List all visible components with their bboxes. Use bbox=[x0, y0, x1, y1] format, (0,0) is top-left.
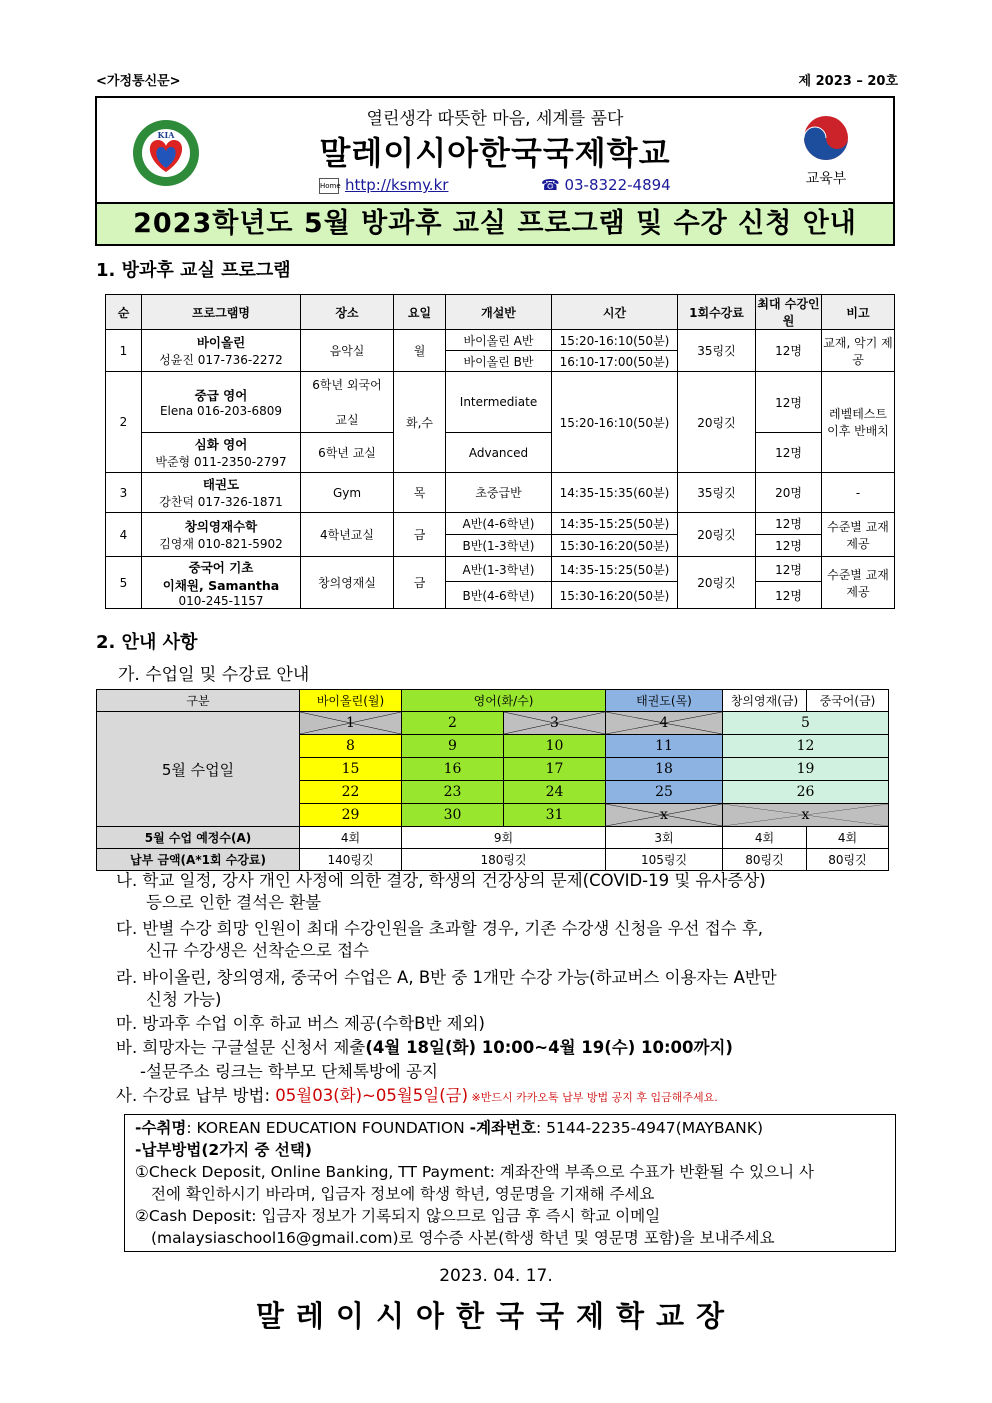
day-cell: 2 bbox=[402, 712, 504, 735]
method-line: 전에 확인하시기 바라며, 입금자 정보에 학생 학년, 영문명을 기재해 주세요 bbox=[151, 1185, 655, 1203]
notice-text: 사. 수강료 납부 방법: bbox=[116, 1086, 276, 1105]
time-cell: 15:30-16:20(50분) bbox=[552, 582, 678, 609]
col-header: 구분 bbox=[97, 690, 300, 712]
max-cell: 12명 bbox=[756, 535, 822, 557]
program-cell bbox=[142, 372, 301, 433]
day-cell: 23 bbox=[402, 781, 504, 804]
place-cell bbox=[301, 372, 394, 433]
program-name: 창의영재수학 bbox=[184, 519, 258, 534]
program-cell bbox=[142, 557, 301, 609]
table-row bbox=[106, 557, 895, 582]
program-name: 바이올린 bbox=[196, 335, 246, 350]
day-number: 1 bbox=[346, 715, 355, 731]
fee-cell: 35링깃 bbox=[678, 330, 756, 372]
place-line: 6학년 외국어 bbox=[312, 378, 382, 392]
school-name: 말레이시아한국국제학교 bbox=[319, 134, 671, 172]
school-motto: 열린생각 따뜻한 마음, 세계를 품다 bbox=[366, 109, 624, 129]
day-cell: 15 bbox=[300, 758, 402, 781]
notice-line: 신청 가능) bbox=[146, 990, 222, 1009]
notice-line: 나. 학교 일정, 강사 개인 사정에 의한 결강, 학생의 건강상의 문제(COVID-19 및 유사증상) bbox=[116, 871, 766, 890]
col-header: 창의영재(금) bbox=[723, 690, 807, 712]
method-line: (malaysiaschool16@gmail.com)로 영수증 사본(학생 학년 및 영문명 포함)을 보내주세요 bbox=[151, 1229, 775, 1247]
teacher-contact: 성윤진 017-736-2272 bbox=[159, 353, 283, 367]
day-cell: 31 bbox=[504, 804, 606, 827]
table-row bbox=[106, 433, 895, 473]
svg-text:KIA: KIA bbox=[157, 130, 175, 140]
payment-cell: 80링깃 bbox=[723, 849, 807, 871]
col-header: 태권도(목) bbox=[606, 690, 723, 712]
place-cell: 4학년교실 bbox=[301, 513, 394, 557]
notice-line: 라. 바이올린, 창의영재, 중국어 수업은 A, B반 중 1개만 수강 가능(하교버스 이용자는 A반만 bbox=[116, 968, 777, 987]
col-header: 프로그램명 bbox=[142, 295, 301, 330]
col-header: 순 bbox=[106, 295, 142, 330]
program-name: 중국어 기초 bbox=[188, 559, 254, 575]
payment-row bbox=[97, 849, 889, 871]
max-cell: 12명 bbox=[756, 433, 822, 473]
fee-cell: 35링깃 bbox=[678, 473, 756, 513]
account-label: -계좌번호 bbox=[469, 1119, 536, 1137]
day-cell: 18 bbox=[606, 758, 723, 781]
program-cell bbox=[142, 433, 301, 473]
day-cell: 월 bbox=[394, 330, 446, 372]
day-number: 3 bbox=[550, 715, 559, 731]
crossed-day-cell bbox=[606, 712, 723, 735]
crossed-day-cell bbox=[504, 712, 606, 735]
week-row bbox=[97, 712, 889, 735]
program-cell bbox=[142, 330, 301, 372]
class-cell: B반(1-3학년) bbox=[446, 535, 552, 557]
payment-cell: 180링깃 bbox=[402, 849, 606, 871]
max-cell: 12명 bbox=[756, 513, 822, 535]
table-row bbox=[106, 372, 895, 433]
day-number: x bbox=[660, 807, 668, 823]
school-phone: ☎ 03-8322-4894 bbox=[541, 176, 671, 194]
program-table bbox=[105, 294, 895, 609]
subsection-ga: 가. 수업일 및 수강료 안내 bbox=[118, 665, 310, 685]
note-cell: 수준별 교재제공 bbox=[822, 557, 895, 609]
count-cell: 4회 bbox=[300, 827, 402, 849]
notice-text: 바. 희망자는 구글설문 신청서 제출 bbox=[116, 1038, 366, 1057]
col-header: 장소 bbox=[301, 295, 394, 330]
max-cell: 12명 bbox=[756, 372, 822, 433]
time-cell: 15:30-16:20(50분) bbox=[552, 535, 678, 557]
class-cell: A반(4-6학년) bbox=[446, 513, 552, 535]
time-cell: 14:35-15:35(60분) bbox=[552, 473, 678, 513]
col-header: 요일 bbox=[394, 295, 446, 330]
time-cell: 16:10-17:00(50분) bbox=[552, 351, 678, 372]
class-cell: 바이올린 A반 bbox=[446, 330, 552, 351]
taegeuk-icon bbox=[791, 110, 861, 166]
crossed-day-cell bbox=[606, 804, 723, 827]
notice-item-ma: 마. 방과후 수업 이후 하교 버스 제공(수학B반 제외) bbox=[116, 1014, 485, 1033]
school-url-link[interactable]: http://ksmy.kr bbox=[345, 176, 449, 194]
col-header: 중국어(금) bbox=[807, 690, 889, 712]
day-cell: 29 bbox=[300, 804, 402, 827]
day-cell: 화,수 bbox=[394, 372, 446, 473]
row-number: 3 bbox=[106, 473, 142, 513]
fee-cell: 20링깃 bbox=[678, 557, 756, 609]
count-cell: 9회 bbox=[402, 827, 606, 849]
method-line: ①Check Deposit, Online Banking, TT Payment: 계좌잔액 부족으로 수표가 반환될 수 있으니 사 bbox=[135, 1163, 814, 1181]
deadline-text: (4월 18일(화) 10:00~4월 19(수) 10:00까지) bbox=[365, 1038, 733, 1057]
table-row bbox=[106, 330, 895, 351]
note-cell: 레벨테스트 이후 반배치 bbox=[822, 372, 895, 473]
teacher-contact: 김영재 010-821-5902 bbox=[159, 537, 283, 551]
teacher-contact: 박준형 011-2350-2797 bbox=[155, 455, 287, 469]
class-cell: Advanced bbox=[446, 433, 552, 473]
payee-value: : KOREAN EDUCATION FOUNDATION bbox=[186, 1119, 470, 1137]
day-cell: 16 bbox=[402, 758, 504, 781]
account-line bbox=[135, 1117, 885, 1139]
document-title: 2023학년도 5월 방과후 교실 프로그램 및 수강 신청 안내 bbox=[97, 204, 893, 244]
table-row bbox=[106, 473, 895, 513]
col-header: 최대 수강인원 bbox=[756, 295, 822, 330]
day-cell: 30 bbox=[402, 804, 504, 827]
count-cell: 4회 bbox=[807, 827, 889, 849]
payment-label: 납부 금액(A*1회 수강료) bbox=[97, 849, 300, 871]
max-cell: 20명 bbox=[756, 473, 822, 513]
payment-info-box bbox=[124, 1114, 896, 1252]
day-cell: 17 bbox=[504, 758, 606, 781]
issue-date: 2023. 04. 17. bbox=[439, 1266, 553, 1286]
crossed-day-cell bbox=[723, 804, 889, 827]
note-cell: - bbox=[822, 473, 895, 513]
place-cell: 6학년 교실 bbox=[301, 433, 394, 473]
account-value: : 5144-2235-4947(MAYBANK) bbox=[535, 1119, 763, 1137]
count-row bbox=[97, 827, 889, 849]
count-cell: 3회 bbox=[606, 827, 723, 849]
payment-cell: 140링깃 bbox=[300, 849, 402, 871]
notice-item-ba bbox=[116, 1037, 733, 1059]
notice-item-na bbox=[116, 870, 766, 914]
col-header: 바이올린(월) bbox=[300, 690, 402, 712]
home-icon: Home bbox=[319, 178, 339, 194]
place-cell: Gym bbox=[301, 473, 394, 513]
program-cell bbox=[142, 473, 301, 513]
day-number: 4 bbox=[659, 715, 669, 731]
method-title: -납부방법(2가지 중 선택) bbox=[135, 1141, 312, 1159]
day-number: x bbox=[801, 807, 810, 823]
notice-item-ra bbox=[116, 967, 777, 1011]
ministry-logo bbox=[791, 110, 861, 190]
method-line: ②Cash Deposit: 입금자 정보가 기록되지 않으므로 입금 후 즉시 학교 이메일 bbox=[135, 1207, 661, 1225]
ministry-name: 교육부 bbox=[805, 171, 847, 187]
payment-cell: 80링깃 bbox=[807, 849, 889, 871]
teacher-phone: 010-245-1157 bbox=[178, 593, 264, 608]
day-cell: 8 bbox=[300, 735, 402, 758]
fee-cell: 20링깃 bbox=[678, 513, 756, 557]
row-number: 4 bbox=[106, 513, 142, 557]
place-cell: 음악실 bbox=[301, 330, 394, 372]
day-cell: 10 bbox=[504, 735, 606, 758]
doc-number: 제 2023 – 20호 bbox=[798, 74, 898, 89]
principal-signature: 말레이시아한국국제학교장 bbox=[255, 1299, 737, 1333]
day-cell: 24 bbox=[504, 781, 606, 804]
note-cell: 교재, 악기 제공 bbox=[822, 330, 895, 372]
day-cell: 25 bbox=[606, 781, 723, 804]
crossed-day-cell bbox=[300, 712, 402, 735]
section-1-title: 1. 방과후 교실 프로그램 bbox=[96, 260, 291, 281]
table-row bbox=[106, 513, 895, 535]
section-2-title: 2. 안내 사항 bbox=[96, 632, 198, 653]
fee-cell: 20링깃 bbox=[678, 372, 756, 473]
day-cell: 12 bbox=[723, 735, 889, 758]
day-cell: 26 bbox=[723, 781, 889, 804]
teacher-name: 이채원, Samantha bbox=[162, 577, 280, 593]
schedule-header-row bbox=[97, 690, 889, 712]
class-cell: A반(1-3학년) bbox=[446, 557, 552, 582]
col-header: 비고 bbox=[822, 295, 895, 330]
payment-cell: 105링깃 bbox=[606, 849, 723, 871]
payment-warning: ※반드시 카카오톡 납부 방법 공지 후 입금해주세요. bbox=[468, 1091, 718, 1104]
time-cell: 14:35-15:25(50분) bbox=[552, 513, 678, 535]
notice-line: 등으로 인한 결석은 환불 bbox=[146, 893, 322, 912]
program-name: 심화 영어 bbox=[194, 437, 248, 452]
time-cell: 15:20-16:10(50분) bbox=[552, 330, 678, 351]
program-name: 중급 영어 bbox=[194, 388, 248, 403]
max-cell: 12명 bbox=[756, 330, 822, 372]
teacher-contact: Elena 016-203-6809 bbox=[159, 404, 283, 418]
class-cell: 바이올린 B반 bbox=[446, 351, 552, 372]
time-cell: 15:20-16:10(50분) bbox=[552, 372, 678, 473]
day-cell: 9 bbox=[402, 735, 504, 758]
time-cell: 14:35-15:25(50분) bbox=[552, 557, 678, 582]
place-line: 교실 bbox=[335, 413, 359, 427]
payee-label: -수취명 bbox=[135, 1119, 187, 1137]
program-name: 태권도 bbox=[202, 477, 240, 492]
doc-type-label: <가정통신문> bbox=[96, 74, 181, 89]
day-cell: 금 bbox=[394, 513, 446, 557]
day-cell: 5 bbox=[723, 712, 889, 735]
count-label: 5월 수업 예정수(A) bbox=[97, 827, 300, 849]
row-number: 2 bbox=[106, 372, 142, 473]
max-cell: 12명 bbox=[756, 557, 822, 582]
day-cell: 금 bbox=[394, 557, 446, 609]
note-cell: 수준별 교재제공 bbox=[822, 513, 895, 557]
survey-link-note: -설문주소 링크는 학부모 단체톡방에 공지 bbox=[140, 1062, 438, 1081]
schedule-table bbox=[96, 689, 889, 871]
letter-header bbox=[95, 96, 895, 246]
month-label: 5월 수업일 bbox=[97, 712, 300, 827]
payment-period: 05월03(화)~05월5일(금) bbox=[275, 1086, 469, 1105]
day-cell: 22 bbox=[300, 781, 402, 804]
notice-item-da bbox=[116, 918, 763, 962]
notice-line: 다. 반별 수강 희망 인원이 최대 수강인원을 초과할 경우, 기존 수강생 신청을 우선 접수 후, bbox=[116, 919, 764, 938]
day-cell: 11 bbox=[606, 735, 723, 758]
col-header: 시간 bbox=[552, 295, 678, 330]
place-cell: 창의영재실 bbox=[301, 557, 394, 609]
table-header-row bbox=[106, 295, 895, 330]
day-cell: 목 bbox=[394, 473, 446, 513]
count-cell: 4회 bbox=[723, 827, 807, 849]
teacher-contact: 강찬덕 017-326-1871 bbox=[159, 495, 283, 509]
col-header: 영어(화/수) bbox=[402, 690, 606, 712]
class-cell: Intermediate bbox=[446, 372, 552, 433]
row-number: 1 bbox=[106, 330, 142, 372]
col-header: 1회수강료 bbox=[678, 295, 756, 330]
class-cell: 초중급반 bbox=[446, 473, 552, 513]
max-cell: 12명 bbox=[756, 582, 822, 609]
col-header: 개설반 bbox=[446, 295, 552, 330]
day-cell: 19 bbox=[723, 758, 889, 781]
program-cell bbox=[142, 513, 301, 557]
notice-item-sa bbox=[116, 1085, 718, 1109]
notice-line: 신규 수강생은 선착순으로 접수 bbox=[146, 941, 369, 960]
class-cell: B반(4-6학년) bbox=[446, 582, 552, 609]
row-number: 5 bbox=[106, 557, 142, 609]
